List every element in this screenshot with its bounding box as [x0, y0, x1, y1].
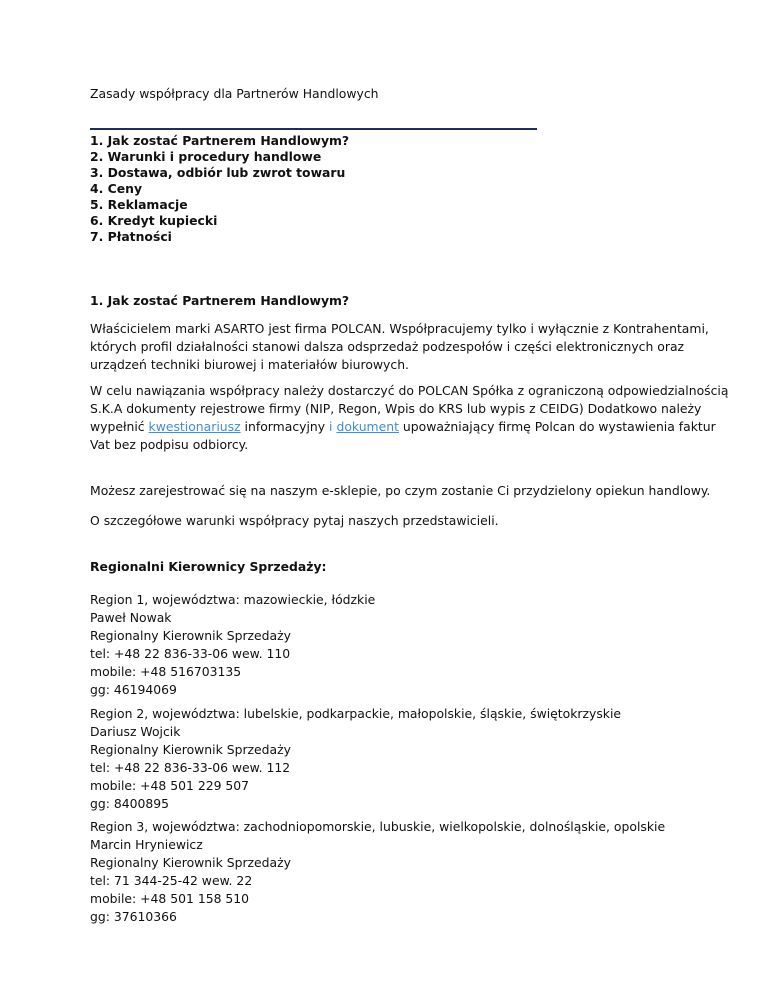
paragraph-line: Vat bez podpisu odbiorcy.	[90, 437, 249, 452]
paragraph-line: urządzeń techniki biurowej i materiałów biurowych.	[90, 357, 409, 372]
region-block	[90, 591, 375, 699]
paragraph-contact: O szczegółowe warunki współpracy pytaj naszych przedstawicieli.	[90, 513, 499, 528]
paragraph-line	[90, 418, 728, 436]
paragraph-register: Możesz zarejestrować się na naszym e-sklepie, po czym zostanie Ci przydzielony opiekun handlowy.	[90, 483, 711, 498]
manager-role: Regionalny Kierownik Sprzedaży	[90, 742, 291, 757]
manager-mobile: mobile: +48 501 229 507	[90, 778, 250, 793]
paragraph-requirements	[90, 382, 728, 454]
document-title: Zasady współpracy dla Partnerów Handlowych	[90, 86, 379, 101]
manager-name: Paweł Nowak	[90, 610, 172, 625]
section-heading: 1. Jak zostać Partnerem Handlowym?	[90, 293, 350, 308]
manager-gg: gg: 37610366	[90, 909, 177, 924]
manager-phone: tel: 71 344-25-42 wew. 22	[90, 873, 253, 888]
text-fragment: wypełnić	[90, 419, 149, 434]
manager-gg: gg: 8400895	[90, 796, 170, 811]
manager-phone: tel: +48 22 836-33-06 wew. 112	[90, 760, 291, 775]
toc-item[interactable]: 5. Reklamacje	[90, 197, 188, 212]
text-fragment: i	[329, 419, 333, 434]
manager-role: Regionalny Kierownik Sprzedaży	[90, 855, 291, 870]
region-description: Region 1, województwa: mazowieckie, łódzkie	[90, 592, 376, 607]
manager-mobile: mobile: +48 516703135	[90, 664, 242, 679]
manager-mobile: mobile: +48 501 158 510	[90, 891, 250, 906]
document-link[interactable]: dokument	[336, 419, 399, 434]
paragraph-line: S.K.A dokumenty rejestrowe firmy (NIP, Regon, Wpis do KRS lub wypis z CEIDG) Dodatkowo należy	[90, 401, 702, 416]
text-fragment: informacyjny	[240, 419, 330, 434]
paragraph-intro	[90, 320, 709, 374]
paragraph-line: których profil działalności stanowi dalsza odsprzedaż podzespołów i części elektronicznych oraz	[90, 339, 685, 354]
region-block	[90, 705, 621, 813]
region-block	[90, 818, 665, 926]
toc-item[interactable]: 7. Płatności	[90, 229, 172, 244]
managers-heading: Regionalni Kierownicy Sprzedaży:	[90, 559, 327, 574]
paragraph-line: W celu nawiązania współpracy należy dostarczyć do POLCAN Spółka z ograniczoną odpowiedzialnością	[90, 383, 729, 398]
manager-phone: tel: +48 22 836-33-06 wew. 110	[90, 646, 291, 661]
toc-item[interactable]: 4. Ceny	[90, 181, 143, 196]
text-fragment: upoważniający firmę Polcan do wystawienia faktur	[398, 419, 716, 434]
manager-name: Dariusz Wojcik	[90, 724, 181, 739]
manager-role: Regionalny Kierownik Sprzedaży	[90, 628, 291, 643]
region-description: Region 2, województwa: lubelskie, podkarpackie, małopolskie, śląskie, świętokrzyskie	[90, 706, 622, 721]
toc-item[interactable]: 2. Warunki i procedury handlowe	[90, 149, 322, 164]
table-of-contents	[90, 133, 349, 245]
manager-name: Marcin Hryniewicz	[90, 837, 203, 852]
toc-item[interactable]: 3. Dostawa, odbiór lub zwrot towaru	[90, 165, 346, 180]
questionnaire-link[interactable]: kwestionariusz	[148, 419, 241, 434]
manager-gg: gg: 46194069	[90, 682, 177, 697]
toc-item[interactable]: 6. Kredyt kupiecki	[90, 213, 218, 228]
toc-item[interactable]: 1. Jak zostać Partnerem Handlowym?	[90, 133, 350, 148]
toc-divider	[90, 128, 537, 130]
region-description: Region 3, województwa: zachodniopomorskie, lubuskie, wielkopolskie, dolnośląskie, opolskie	[90, 819, 666, 834]
paragraph-line: Właścicielem marki ASARTO jest firma POLCAN. Współpracujemy tylko i wyłącznie z Kontrahentami,	[90, 321, 709, 336]
